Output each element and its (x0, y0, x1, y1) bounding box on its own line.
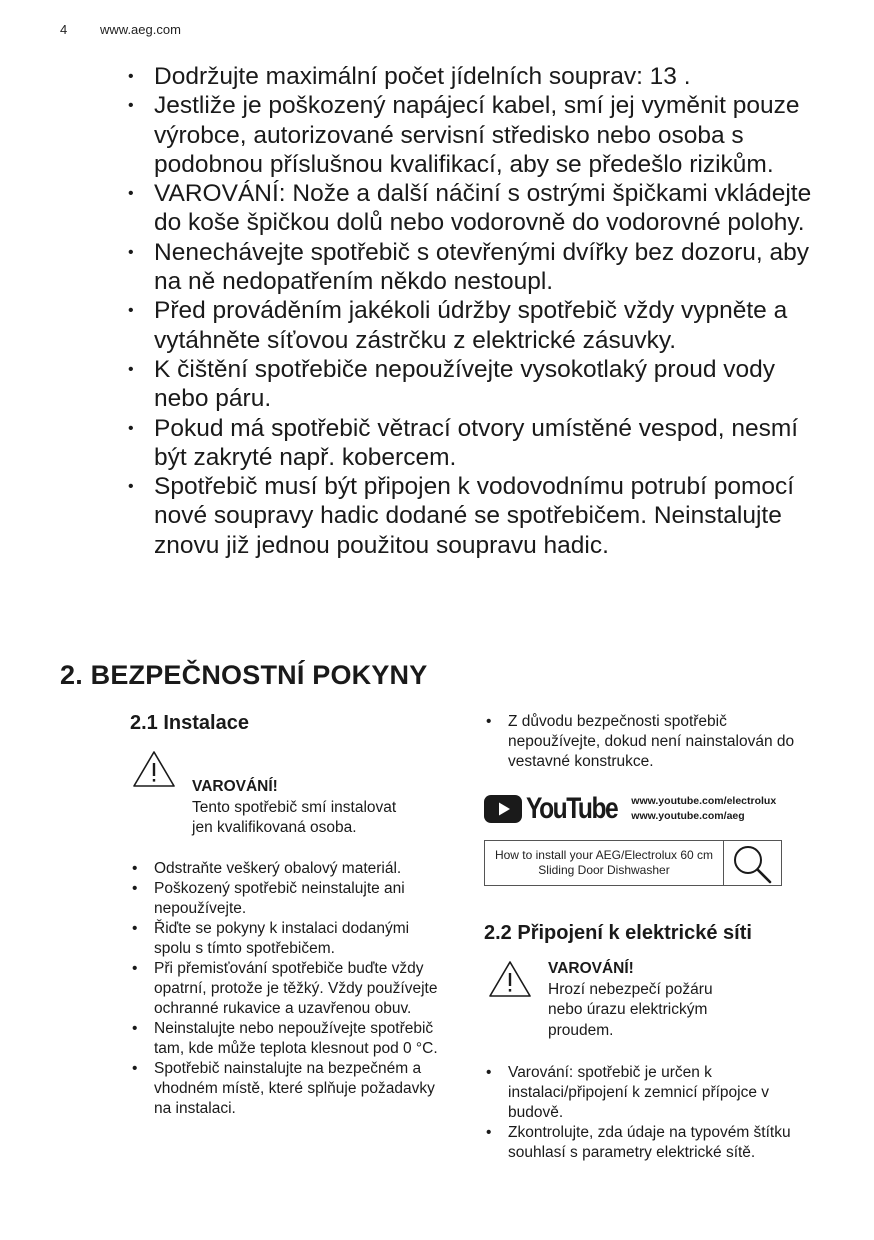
list-item: • Spotřebič musí být připojen k vodovodnímu potrubí pomocí nové soupravy hadic dodané se spotřebičem. Neinstalujte znovu již jednou použitou soupravu hadic. (128, 472, 828, 560)
youtube-link-electrolux[interactable]: www.youtube.com/electrolux (631, 795, 777, 807)
youtube-wordmark: YouTube (526, 792, 618, 825)
list-item: • Neinstalujte nebo nepoužívejte spotřebič tam, kde může teplota klesnout pod 0 °C. (130, 1019, 450, 1059)
right-column (484, 712, 814, 1163)
electric-bullet-list (484, 1063, 814, 1163)
search-button[interactable] (724, 840, 780, 886)
warning-title: VAROVÁNÍ! (548, 960, 634, 977)
youtube-block (484, 792, 814, 826)
list-item: • Před prováděním jakékoli údržby spotřebič vždy vypněte a vytáhněte síťovou zástrčku z elektrické zásuvky. (128, 296, 828, 355)
list-item: • VAROVÁNÍ: Nože a další náčiní s ostrými špičkami vkládejte do koše špičkou dolů nebo vodorovně do vodorovné polohy. (128, 179, 828, 238)
list-item: • Poškozený spotřebič neinstalujte ani nepoužívejte. (130, 879, 450, 919)
list-item: • K čištění spotřebiče nepoužívejte vysokotlaký proud vody nebo páru. (128, 355, 828, 414)
list-item: • Varování: spotřebič je určen k instalaci/připojení k zemnicí přípojce v budově. (484, 1063, 814, 1123)
page-header (60, 22, 181, 37)
youtube-logo[interactable] (484, 792, 637, 826)
page-number: 4 (60, 22, 68, 37)
list-item: • Při přemisťování spotřebiče buďte vždy opatrní, protože je těžký. Vždy používejte ochranné rukavice a uzavřenou obuv. (130, 959, 450, 1019)
install-heading: 2.1 Instalace (130, 712, 249, 734)
section-title: 2. BEZPEČNOSTNÍ POKYNY (60, 660, 428, 690)
magnifier-icon (728, 840, 776, 886)
warning-text: Tento spotřebič smí instalovat jen kvalifikovaná osoba. (192, 798, 397, 836)
list-item: • Dodržujte maximální počet jídelních souprav: 13 . (128, 62, 828, 91)
list-item: • Nenechávejte spotřebič s otevřenými dvířky bez dozoru, aby na ně nedopatřením někdo nestoupl. (128, 238, 828, 297)
warning-text: Hrozí nebezpečí požáru nebo úrazu elektrickým proudem. (548, 980, 713, 1039)
electric-warning (488, 959, 814, 1041)
search-query-text: How to install your AEG/Electrolux 60 cm Sliding Door Dishwasher (494, 848, 714, 877)
warning-icon (488, 959, 532, 999)
list-item: • Zkontrolujte, zda údaje na typovém štítku souhlasí s parametry elektrické sítě. (484, 1123, 814, 1163)
install-bullet-list (130, 859, 450, 1119)
list-item: • Řiďte se pokyny k instalaci dodanými spolu s tímto spotřebičem. (130, 919, 450, 959)
electric-heading: 2.2 Připojení k elektrické síti (484, 922, 752, 944)
list-item: • Odstraňte veškerý obalový materiál. (130, 859, 450, 879)
youtube-links (631, 794, 776, 824)
list-item: • Pokud má spotřebič větrací otvory umístěné vespod, nesmí být zakryté např. kobercem. (128, 414, 828, 473)
warning-title: VAROVÁNÍ! (192, 778, 278, 795)
list-item: • Spotřebič nainstalujte na bezpečném a vhodném místě, které splňuje požadavky na instalaci. (130, 1059, 450, 1119)
list-item: • Z důvodu bezpečnosti spotřebič nepoužívejte, dokud není nainstalován do vestavné konstrukce. (484, 712, 814, 772)
youtube-link-aeg[interactable]: www.youtube.com/aeg (631, 810, 745, 822)
install-column (130, 712, 450, 1119)
warning-icon (132, 749, 176, 789)
install-warning (132, 749, 450, 839)
video-search-box[interactable] (484, 840, 782, 886)
list-item: • Jestliže je poškozený napájecí kabel, smí jej vyměnit pouze výrobce, autorizované servisní středisko nebo osoba s podobnou příslušnou kvalifikací, aby se předešlo rizikům. (128, 91, 828, 179)
safety-bullet-list (128, 62, 828, 560)
youtube-play-icon (484, 795, 522, 823)
right-bullet-list (484, 712, 814, 772)
site-url[interactable]: www.aeg.com (100, 22, 181, 37)
